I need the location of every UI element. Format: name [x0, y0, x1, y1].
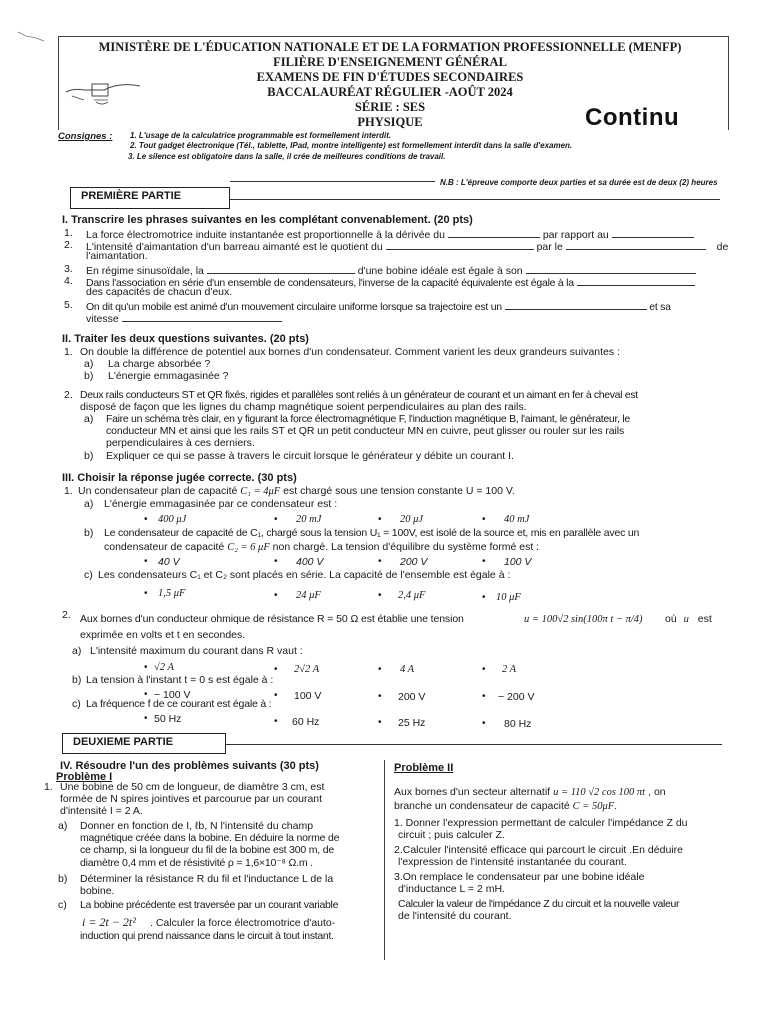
- header-left-rule: [58, 36, 59, 130]
- III-2b-opt-4[interactable]: − 200 V: [498, 691, 535, 703]
- problem-2-title: Problème II: [394, 762, 454, 774]
- III-2c-opt-4[interactable]: 80 Hz: [504, 718, 532, 730]
- secteur-formula: u = 110 √2 cos 100 πt: [553, 787, 646, 798]
- p1-a-line4: diamètre 0,4 mm et de résistivité ρ = 1,6×10⁻⁸ Ω.m .: [80, 857, 313, 869]
- II-q1: On double la différence de potentiel aux bornes d'un condensateur. Comment varient les deux grandeurs suivantes :: [80, 346, 620, 358]
- p1-a-letter: a): [58, 820, 68, 832]
- III-2a: L'intensité maximum du courant dans R vaut :: [90, 645, 303, 657]
- III-2b: La tension à l'instant t = 0 s est égale à :: [86, 674, 274, 686]
- section-III-title: III. Choisir la réponse jugée correcte. (30 pts): [62, 472, 297, 484]
- part2-title: DEUXIEME PARTIE: [73, 736, 174, 748]
- subject-title: PHYSIQUE: [357, 115, 423, 129]
- I-q4: Dans l'association en série d'un ensemble de condensateurs, l'inverse de la capacité équivalente est égale à la: [86, 276, 695, 290]
- duration-note: N.B : L'épreuve comporte deux parties et sa durée est de deux (2) heures: [440, 178, 718, 187]
- I-q1-num: 1.: [64, 227, 73, 239]
- I-q3: En régime sinusoïdale, la d'une bobine idéale est égale à son: [86, 264, 696, 278]
- III-a-opt-1[interactable]: 400 μJ: [158, 514, 187, 525]
- III-b-letter: b): [84, 527, 94, 539]
- III-2a-opt-4[interactable]: 2 A: [502, 664, 517, 675]
- III-a-opt-4[interactable]: 40 mJ: [504, 514, 530, 525]
- consigne-1: 1. L'usage de la calculatrice programmable est formellement interdit.: [130, 131, 392, 140]
- II-q2b-letter: b): [84, 450, 94, 462]
- III-2a-letter: a): [72, 645, 82, 657]
- part1-title: PREMIÈRE PARTIE: [81, 190, 182, 202]
- corner-mark-icon: [16, 28, 46, 42]
- p1-line3: d'intensité I = 2 A.: [60, 805, 143, 817]
- III-2b-letter: b): [72, 674, 82, 686]
- III-b-opt-3[interactable]: 200 V: [400, 556, 428, 568]
- I-q4-num: 4.: [64, 275, 73, 287]
- p2-q1-line2: circuit ; puis calculer Z.: [398, 829, 505, 841]
- III-q2-num: 2.: [62, 609, 71, 621]
- p2-line2: branche un condensateur de capacité C = 50μF.: [394, 800, 618, 812]
- III-a: L'énergie emmagasinée par ce condensateur est :: [104, 498, 338, 510]
- p1-b-letter: b): [58, 873, 68, 885]
- III-a-opt-2[interactable]: 20 mJ: [296, 514, 322, 525]
- III-2c-opt-3[interactable]: 25 Hz: [398, 717, 426, 729]
- III-2c: La fréquence f de ce courant est égale à :: [86, 698, 272, 710]
- II-q2-line2: disposé de façon que les lignes du champ magnétique soient perpendiculaires au plan des rails.: [80, 401, 527, 413]
- p1-b-line2: bobine.: [80, 885, 115, 897]
- II-q1a: La charge absorbée ?: [108, 358, 211, 370]
- III-2c-opt-1[interactable]: 50 Hz: [154, 713, 182, 725]
- column-divider: [384, 760, 385, 960]
- I-q1: La force électromotrice induite instantanée est proportionnelle à la dérivée du par rapport au: [86, 228, 694, 242]
- III-c-letter: c): [84, 569, 93, 581]
- III-c-opt-4[interactable]: 10 μF: [496, 592, 521, 603]
- III-q2-tail: où u est: [665, 613, 712, 625]
- p1-a-line1: Donner en fonction de I, ℓb, N l'intensité du champ: [80, 820, 314, 832]
- c1-formula: C₁ = 4μF: [240, 486, 281, 497]
- III-2b-opt-2[interactable]: 100 V: [294, 690, 322, 702]
- III-b-opt-1[interactable]: 40 V: [158, 556, 180, 568]
- part1-rule: [230, 199, 720, 200]
- tension-formula: u = 100√2 sin(100π t − π/4): [524, 614, 643, 625]
- p2-q1-line1: 1. Donner l'expression permettant de calculer l'impédance Z du: [394, 817, 688, 829]
- III-2c-letter: c): [72, 698, 81, 710]
- I-q4-cont: des capacités de chacun d'eux.: [86, 286, 233, 298]
- part2-rule: [226, 744, 722, 745]
- p1-a-line2: magnétique créée dans la bobine. En déduire la norme de: [80, 832, 340, 844]
- III-c-opt-3[interactable]: 2,4 μF: [398, 590, 426, 601]
- p1-c-letter: c): [58, 899, 67, 911]
- consignes-label: Consignes :: [58, 131, 113, 142]
- I-q5: On dit qu'un mobile est animé d'un mouvement circulaire uniforme lorsque sa trajectoire est un et sa: [86, 301, 671, 313]
- I-q2: L'intensité d'aimantation d'un barreau aimanté est le quotient du par le de: [86, 241, 729, 253]
- filiere-title: FILIÈRE D'ENSEIGNEMENT GÉNÉRAL: [273, 55, 507, 69]
- p1-line2: formée de N spires jointives et parcourue par un courant: [60, 793, 323, 805]
- section-I-title: I. Transcrire les phrases suivantes en les complétant convenablement. (20 pts): [62, 214, 473, 226]
- header-right-rule: [728, 36, 729, 130]
- III-b-line2: condensateur de capacité C₂ = 6 μF non chargé. La tension d'équilibre du système formé est :: [104, 541, 540, 553]
- p1-num: 1.: [44, 781, 53, 793]
- part2-title-box: [62, 733, 226, 754]
- II-q1b-letter: b): [84, 370, 94, 382]
- p1-a-line3: ce champ, si la longueur du fil de la bobine est 300 m, de: [80, 844, 334, 856]
- II-q2-num: 2.: [64, 389, 73, 401]
- III-a-opt-3[interactable]: 20 μJ: [400, 514, 424, 525]
- capacitance-formula: C = 50μF: [572, 801, 615, 812]
- section-II-title: II. Traiter les deux questions suivantes. (20 pts): [62, 333, 309, 345]
- consigne-3: 3. Le silence est obligatoire dans la salle, il crée de meilleures conditions de travail.: [128, 152, 446, 161]
- I-q5-cont: vitesse: [86, 312, 282, 326]
- III-c-opt-1[interactable]: 1,5 μF: [158, 588, 186, 599]
- III-q2: Aux bornes d'un conducteur ohmique de résistance R = 50 Ω est établie une tension: [80, 613, 464, 625]
- III-b-opt-4[interactable]: 100 V: [504, 556, 532, 568]
- p2-q3-line4: de l'intensité du courant.: [398, 910, 512, 922]
- p2-line1: Aux bornes d'un secteur alternatif u = 110 √2 cos 100 πt , on: [394, 786, 666, 798]
- header-top-rule: [58, 36, 728, 37]
- p1-b-line1: Déterminer la résistance R du fil et l'inductance L de la: [80, 873, 334, 885]
- p1-c-line3: induction qui prend naissance dans le circuit à tout instant.: [80, 930, 334, 942]
- exam-title: EXAMENS DE FIN D'ÉTUDES SECONDAIRES: [256, 70, 524, 84]
- III-b-line1: Le condensateur de capacité de C₁, chargé sous la tension U₁ = 100V, est isolé de la source et, mis en parallèle avec un: [104, 527, 640, 539]
- continu-stamp: Continu: [585, 104, 680, 131]
- I-q3-num: 3.: [64, 263, 73, 275]
- divider-rule: [230, 181, 435, 182]
- I-q5-num: 5.: [64, 299, 73, 311]
- bac-title: BACCALAURÉAT RÉGULIER -AOÛT 2024: [267, 85, 513, 99]
- p1-c-line1: La bobine précédente est traversée par un courant variable: [80, 899, 339, 911]
- III-q2-cont: exprimée en volts et t en secondes.: [80, 629, 246, 641]
- p2-q3-line1: 3.On remplace le condensateur par une bobine idéale: [394, 871, 645, 883]
- p2-q3-line2: d'inductance L = 2 mH.: [398, 883, 505, 895]
- II-q1a-letter: a): [84, 358, 94, 370]
- II-q2-line1: Deux rails conducteurs ST et QR fixés, rigides et parallèles sont reliés à un générateur de courant et un aimant en fer à cheval est: [80, 389, 638, 401]
- III-2a-opt-1[interactable]: √2 A: [154, 662, 174, 673]
- I-q2-num: 2.: [64, 239, 73, 251]
- p1-c-line2: . Calculer la force électromotrice d'auto-: [150, 917, 336, 929]
- II-q2a-line1: Faire un schéma très clair, en y figurant la force électromagnétique F, l'induction magnétique B, l'aimant, le générateur, le: [106, 413, 630, 425]
- part1-title-box: [70, 187, 230, 209]
- III-q1-num: 1.: [64, 485, 73, 497]
- III-a-letter: a): [84, 498, 94, 510]
- ministry-title: MINISTÈRE DE L'ÉDUCATION NATIONALE ET DE LA FORMATION PROFESSIONNELLE (MENFP): [98, 40, 682, 54]
- III-2b-opt-3[interactable]: 200 V: [398, 691, 426, 703]
- II-q2a-line2: conducteur MN et ainsi que les rails ST et QR un petit conducteur MN en cuivre, peut glisser ou rouler sur les rails: [106, 425, 625, 437]
- consigne-2: 2. Tout gadget électronique (Tél., tablette, IPad, montre intelligente) est formellement interdit dans la salle d'examen.: [130, 141, 573, 150]
- serie-title: SÉRIE : SES: [354, 100, 426, 114]
- problem-1-title: Problème I: [56, 771, 113, 783]
- II-q1-num: 1.: [64, 346, 73, 358]
- p2-q2-line1: 2.Calculer l'intensité efficace qui parcourt le circuit .En déduire: [394, 844, 683, 856]
- III-2b-opt-1[interactable]: − 100 V: [154, 689, 191, 701]
- III-q1: Un condensateur plan de capacité C₁ = 4μF est chargé sous une tension constante U = 100 V.: [78, 485, 515, 497]
- I-q2-cont: l'aimantation.: [86, 250, 148, 262]
- II-q2a-line3: perpendiculaires à ces derniers.: [106, 437, 255, 449]
- III-c: Les condensateurs C₁ et C₂ sont placés en série. La capacité de l'ensemble est égale à :: [98, 569, 511, 581]
- current-formula: i = 2t − 2t²: [82, 915, 136, 929]
- III-2a-opt-2[interactable]: 2√2 A: [294, 664, 320, 675]
- c2-formula: C₂ = 6 μF: [227, 542, 270, 553]
- III-2c-opt-2[interactable]: 60 Hz: [292, 716, 320, 728]
- II-q1b: L'énergie emmagasinée ?: [108, 370, 229, 382]
- p1-line1: Une bobine de 50 cm de longueur, de diamètre 3 cm, est: [60, 781, 325, 793]
- II-q2b: Expliquer ce qui se passe à travers le circuit lorsque le générateur y débite un courant I.: [106, 450, 514, 462]
- p2-q3-line3: Calculer la valeur de l'impédance Z du circuit et la nouvelle valeur: [398, 898, 680, 910]
- p2-q2-line2: l'expression de l'intensité instantanée du courant.: [398, 856, 627, 868]
- section-IV-title: IV. Résoudre l'un des problèmes suivants (30 pts): [60, 760, 319, 772]
- III-b-opt-2[interactable]: 400 V: [296, 556, 324, 568]
- II-q2a-letter: a): [84, 413, 94, 425]
- III-2a-opt-3[interactable]: 4 A: [400, 664, 415, 675]
- III-c-opt-2[interactable]: 24 μF: [296, 590, 321, 601]
